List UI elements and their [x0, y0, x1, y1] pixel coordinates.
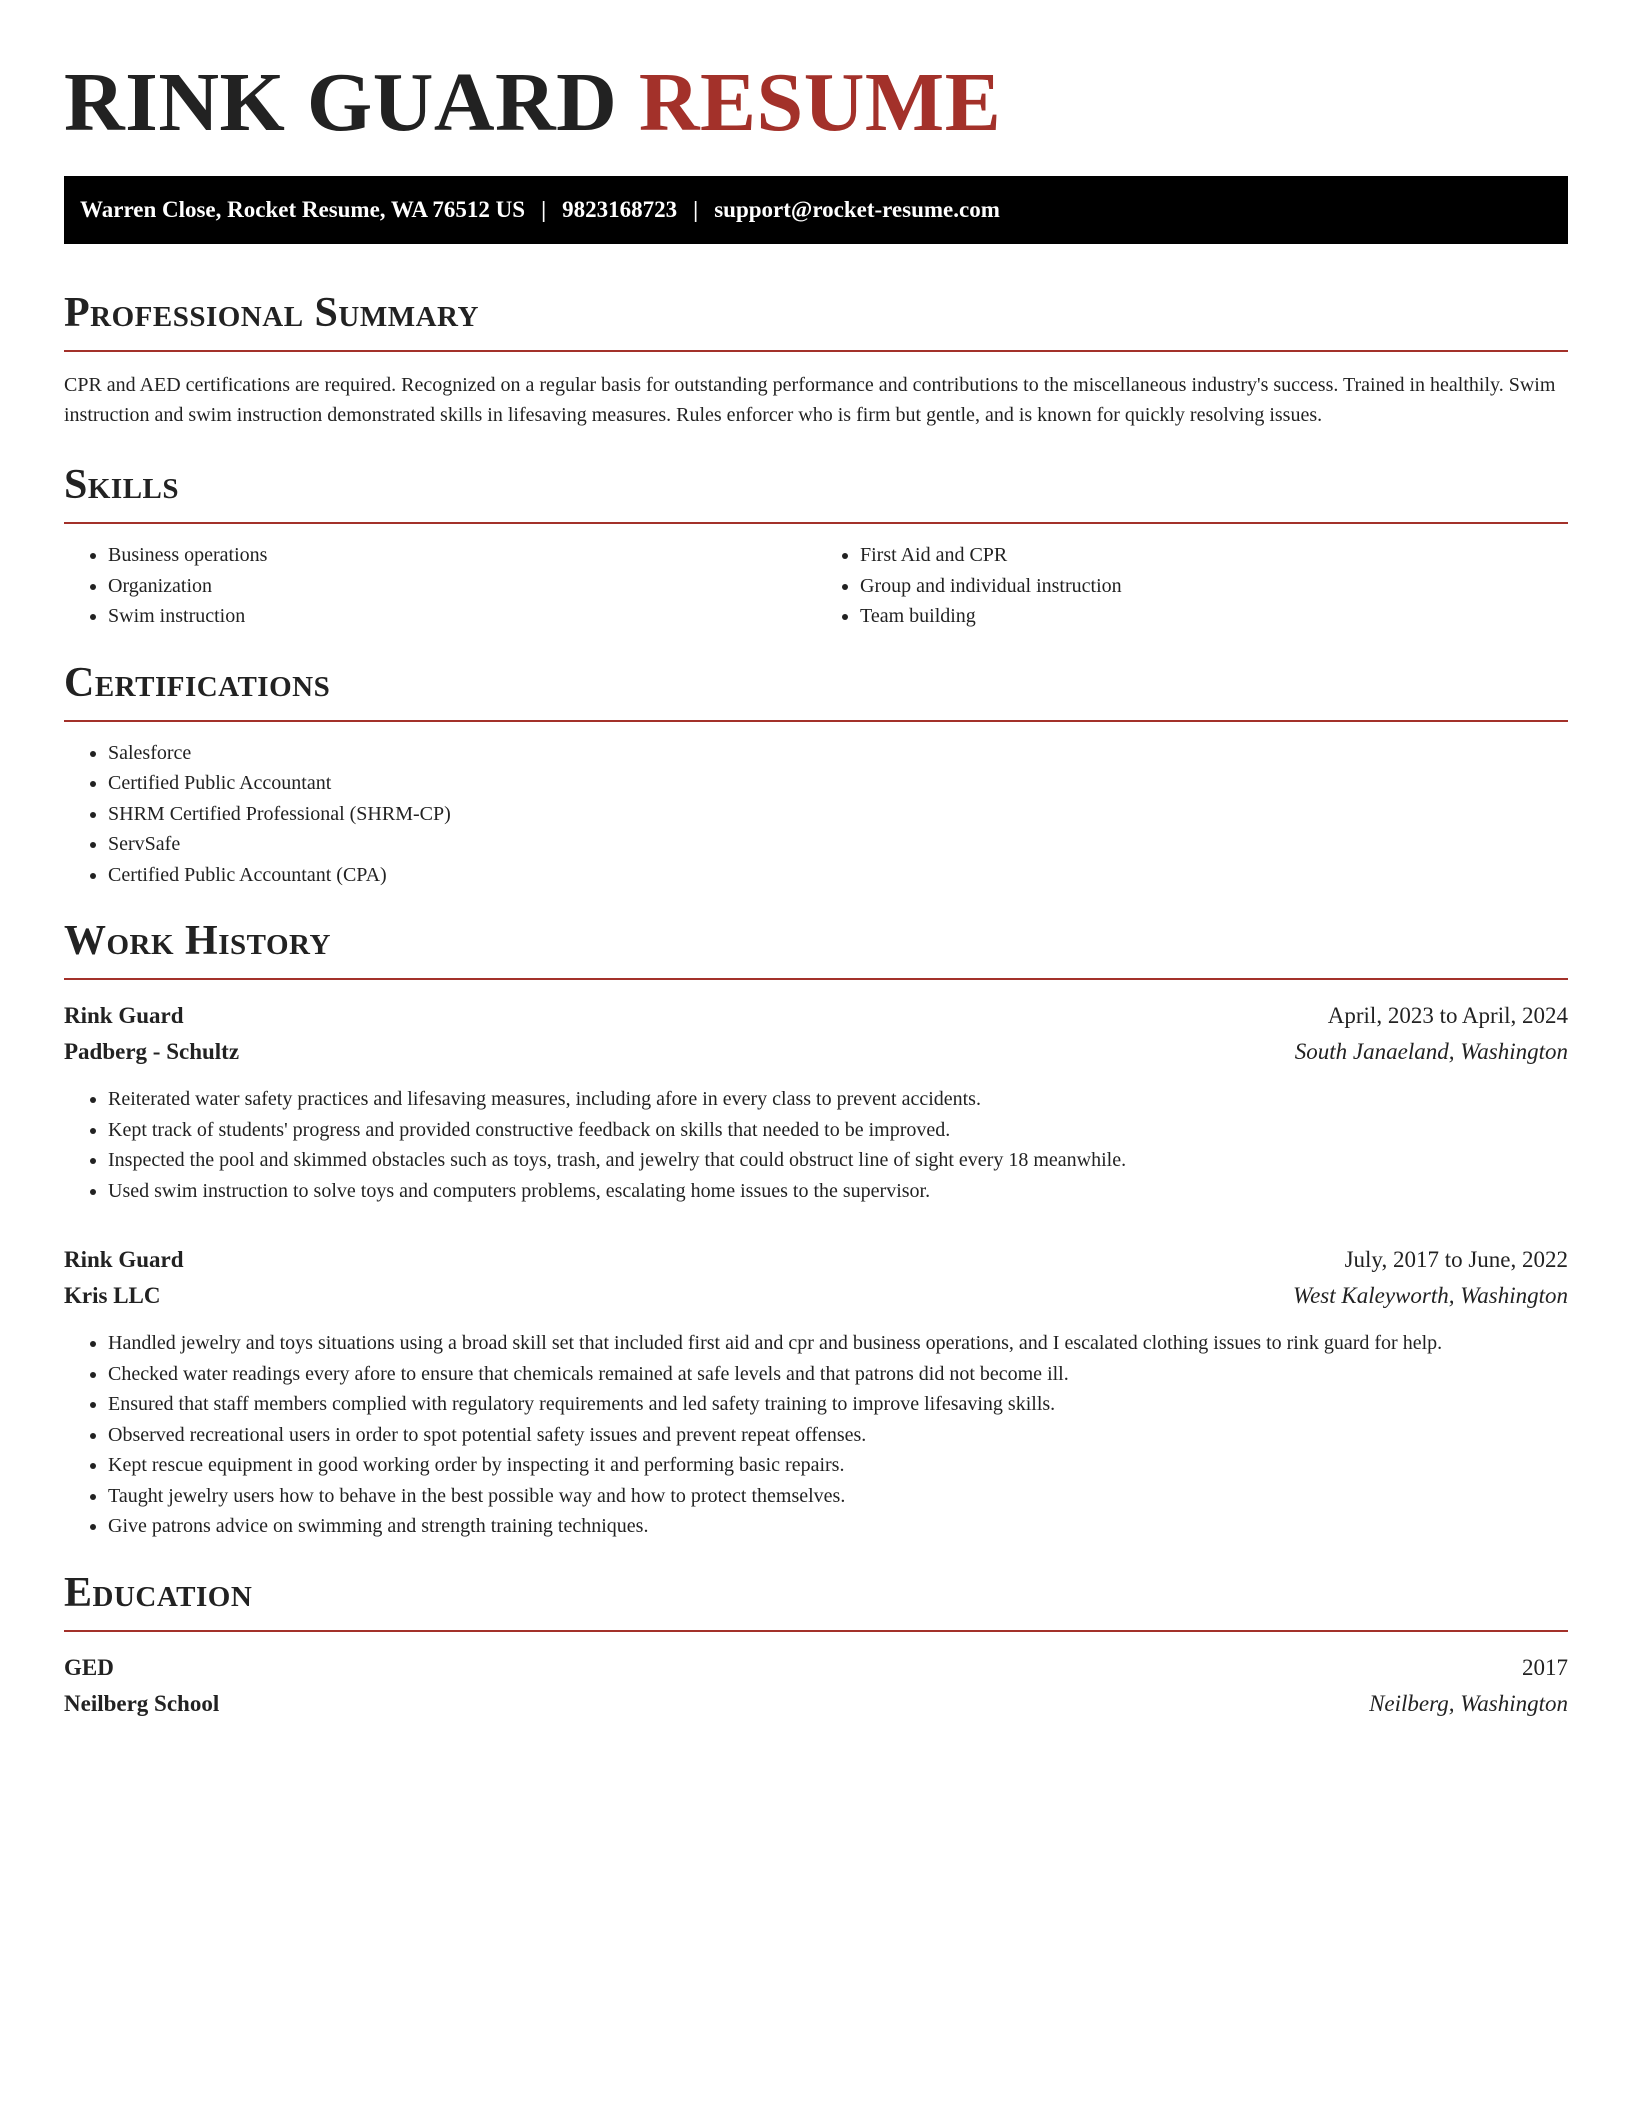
job-company: Padberg - Schultz — [64, 1039, 240, 1064]
contact-separator: | — [541, 197, 547, 222]
skill-item: • First Aid and CPR — [860, 540, 1568, 571]
summary-text: CPR and AED certifications are required. Recognized on a regular basis for outstanding performance and contributions to the miscellaneous industry's success. Trained in healthily. Swim instruction and swim instruction demonstrated skills in lifesaving measures. Rules enforcer who is firm but gentle, and is known for quickly resolving issues. — [64, 374, 1556, 426]
certification-item: • ServSafe — [108, 829, 1568, 860]
job-dates: April, 2023 to April, 2024 — [1327, 1003, 1568, 1028]
job-header-row — [64, 998, 1568, 1034]
job-location: South Janaeland, Washington — [1294, 1039, 1568, 1064]
certifications-section — [64, 660, 1568, 891]
job-duty: • Kept track of students' progress and provided constructive feedback on skills that needed to be improved. — [108, 1115, 1568, 1146]
certifications-list — [64, 738, 1568, 891]
education-entry — [64, 1650, 1568, 1722]
job-dates: July, 2017 to June, 2022 — [1344, 1247, 1568, 1272]
education-school: Neilberg School — [64, 1690, 220, 1716]
skills-list-right — [816, 540, 1568, 632]
job-duty: • Used swim instruction to solve toys and computers problems, escalating home issues to the supervisor. — [108, 1176, 1568, 1207]
job-header-row — [64, 1242, 1568, 1278]
resume-title — [64, 58, 1568, 148]
contact-email: support@rocket-resume.com — [714, 197, 1000, 222]
resume-title-name: RINK GUARD — [64, 56, 618, 149]
certifications-heading: Certifications — [64, 660, 1568, 722]
job-duty: • Handled jewelry and toys situations using a broad skill set that included first aid and cpr and business operations, and I escalated clothing issues to rink guard for help. — [108, 1328, 1568, 1359]
skill-item: • Swim instruction — [108, 601, 816, 632]
certification-item: • Certified Public Accountant (CPA) — [108, 860, 1568, 891]
job-duty: • Kept rescue equipment in good working order by inspecting it and performing basic repairs. — [108, 1450, 1568, 1481]
resume-title-word: RESUME — [638, 56, 1002, 149]
contact-address: Warren Close, Rocket Resume, WA 76512 US — [80, 197, 526, 222]
job-location: West Kaleyworth, Washington — [1293, 1283, 1568, 1308]
job-role: Rink Guard — [64, 1247, 184, 1272]
skills-grid — [64, 524, 1568, 632]
job-company-row — [64, 1278, 1568, 1314]
contact-separator: | — [693, 197, 699, 222]
job-company: Kris LLC — [64, 1283, 161, 1308]
job-entry — [64, 1242, 1568, 1542]
skill-item: • Business operations — [108, 540, 816, 571]
work-history-heading: Work History — [64, 918, 1568, 980]
job-company-row — [64, 1034, 1568, 1070]
job-duty: • Observed recreational users in order to spot potential safety issues and prevent repeat offenses. — [108, 1420, 1568, 1451]
job-duty: • Inspected the pool and skimmed obstacles such as toys, trash, and jewelry that could obstruct line of sight every 18 meanwhile. — [108, 1145, 1568, 1176]
education-degree-row — [64, 1650, 1568, 1686]
education-section — [64, 1570, 1568, 1722]
job-duty: • Ensured that staff members complied with regulatory requirements and led safety training to improve lifesaving skills. — [108, 1389, 1568, 1420]
contact-bar — [64, 176, 1568, 244]
skill-item: • Team building — [860, 601, 1568, 632]
job-duties-list — [64, 1328, 1568, 1542]
education-school-row — [64, 1686, 1568, 1722]
work-history-section — [64, 918, 1568, 1542]
contact-phone: 9823168723 — [562, 197, 678, 222]
education-heading: Education — [64, 1570, 1568, 1632]
job-duty: • Reiterated water safety practices and lifesaving measures, including afore in every class to prevent accidents. — [108, 1084, 1568, 1115]
job-duty: • Checked water readings every afore to ensure that chemicals remained at safe levels and that patrons did not become ill. — [108, 1359, 1568, 1390]
education-year: 2017 — [1522, 1654, 1568, 1680]
education-location: Neilberg, Washington — [1369, 1690, 1568, 1716]
certification-item: • Salesforce — [108, 738, 1568, 769]
certification-item: • Certified Public Accountant — [108, 768, 1568, 799]
job-duty: • Give patrons advice on swimming and strength training techniques. — [108, 1511, 1568, 1542]
skill-item: • Group and individual instruction — [860, 571, 1568, 602]
education-degree: GED — [64, 1654, 114, 1680]
skills-section — [64, 462, 1568, 632]
job-role: Rink Guard — [64, 1003, 184, 1028]
summary-section — [64, 290, 1568, 430]
summary-heading: Professional Summary — [64, 290, 1568, 352]
job-duties-list — [64, 1084, 1568, 1206]
skill-item: • Organization — [108, 571, 816, 602]
job-entry — [64, 998, 1568, 1206]
job-duty: • Taught jewelry users how to behave in the best possible way and how to protect themselves. — [108, 1481, 1568, 1512]
certification-item: • SHRM Certified Professional (SHRM-CP) — [108, 799, 1568, 830]
skills-list-left — [64, 540, 816, 632]
skills-heading: Skills — [64, 462, 1568, 524]
